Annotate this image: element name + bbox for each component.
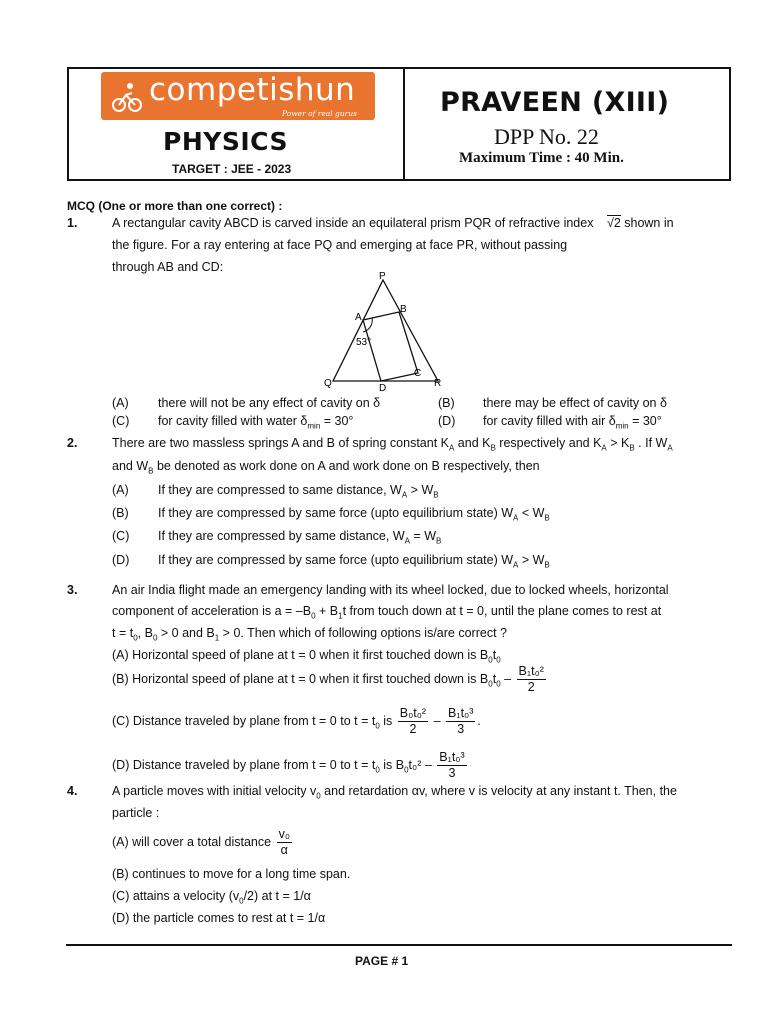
question-text: the figure. For a ray entering at face PQ and emerging at face PR, without passing	[112, 238, 568, 252]
footer-divider	[66, 944, 732, 946]
question-number: 2.	[67, 436, 78, 450]
option-label: (D)	[438, 414, 456, 428]
option-text: If they are compressed by same force (upto equilibrium state) $W_A < W_B$	[158, 506, 550, 523]
rectangular-cavity	[363, 312, 418, 381]
option-text: (A) Horizontal speed of plane at t = 0 when it first touched down is $B_0t_0$	[112, 648, 501, 665]
question-number: 1.	[67, 216, 78, 230]
question-text: $t = t_0$, $B_0 > 0$ and $B_1 > 0$. Then which of following options is/are correct ?	[112, 626, 507, 643]
question-text: particle :	[112, 806, 160, 820]
option-text: for cavity filled with water $\delta_{min} = 30^\circ$	[158, 414, 354, 431]
max-time: Maximum Time : 40 Min.	[459, 150, 624, 166]
option-label: (C)	[112, 414, 130, 428]
angle-label: 53°	[356, 337, 372, 348]
option-label: (C)	[112, 529, 130, 543]
question-text: component of acceleration is $a = -B_0 + B_1t$ from touch down at t = 0, until the plane comes to rest at	[112, 604, 662, 621]
fraction: $\frac{\text{B₁t₀²}}{2}$	[518, 664, 544, 694]
vertex-label-r: R	[434, 378, 442, 389]
fraction: $\frac{\text{B₀t₀²}}{2}$	[399, 706, 427, 736]
option-text: (A) will cover a total distance $\frac{\text{v₀}}{\alpha}$	[112, 827, 291, 857]
option-text: there will not be any effect of cavity on δ	[158, 396, 381, 410]
cyclist-logo-icon	[111, 78, 143, 114]
fraction: $\frac{\text{B₁t₀³}}{3}$	[439, 750, 465, 780]
vertex-label-a: A	[355, 312, 362, 323]
option-text: (D) Distance traveled by plane from t = 0 to $t = t_0$ is $B_0t_0^2$ – $\frac{\text{B₁t₀³}}{3}$	[112, 750, 465, 780]
option-text: for cavity filled with air $\delta_{min} = 30^\circ$	[483, 414, 662, 431]
option-text: (C) attains a velocity $(v_0/2)$ at t = 1/α	[112, 889, 311, 906]
option-text: If they are compressed by same force (upto equilibrium state) $W_A > W_B$	[158, 553, 550, 570]
vertex-label-d: D	[379, 383, 387, 394]
option-text: If they are compressed by same distance, $W_A = W_B$	[158, 529, 442, 546]
question-text: An air India flight made an emergency landing with its wheel locked, due to locked wheels, horizontal	[112, 583, 669, 597]
question-text: and $W_B$ be denoted as work done on A and work done on B respectively, then	[112, 459, 540, 476]
batch-title: PRAVEEN (XIII)	[440, 87, 670, 118]
subject-title: PHYSICS	[163, 127, 288, 156]
option-label: (D)	[112, 553, 130, 567]
option-text: there may be effect of cavity on δ	[483, 396, 667, 410]
question-text: There are two massless springs A and B of spring constant $K_A$ and $K_B$ respectively and $K_A > K_B$ . If $W_A$	[112, 436, 673, 453]
option-text: (D) the particle comes to rest at t = 1/α	[112, 911, 326, 925]
target-label: TARGET : JEE - 2023	[172, 162, 292, 176]
option-text: (B) Horizontal speed of plane at t = 0 when it first touched down is $B_0t_0$ – $\frac{\text{B₁t₀²}}{2}$	[112, 664, 544, 694]
vertex-label-p: P	[379, 271, 386, 282]
logo-text: competishun	[149, 72, 356, 108]
option-text: (C) Distance traveled by plane from t = 0 to $t = t_0$ is $\frac{\text{B₀t₀²}}{2}$ – $\frac{\text{B₁t₀³}}{3}$ .	[112, 706, 481, 736]
question-text: A rectangular cavity ABCD is carved inside an equilateral prism PQR of refractive index √2 shown in	[112, 216, 674, 230]
question-text: A particle moves with initial velocity $v_0$ and retardation αv, where v is velocity at any instant t. Then, the	[112, 784, 677, 801]
option-text: (B) continues to move for a long time span.	[112, 867, 351, 881]
page-number: PAGE # 1	[355, 954, 409, 968]
vertex-label-c: C	[414, 368, 422, 379]
question-number: 4.	[67, 784, 78, 798]
prism-figure	[320, 270, 450, 394]
fraction: $\frac{\text{v₀}}{\alpha}$	[278, 827, 291, 857]
question-number: 3.	[67, 583, 78, 597]
header-divider	[403, 67, 405, 181]
fraction: $\frac{\text{B₁t₀³}}{3}$	[448, 706, 474, 736]
prism-triangle	[333, 280, 438, 381]
vertex-label-b: B	[400, 304, 407, 315]
option-label: (A)	[112, 483, 129, 497]
logo-tagline: Power of real gurus	[282, 109, 357, 118]
option-label: (B)	[438, 396, 455, 410]
vertex-label-q: Q	[324, 378, 332, 389]
option-label: (A)	[112, 396, 129, 410]
option-text: If they are compressed to same distance, $W_A > W_B$	[158, 483, 439, 500]
dpp-number: DPP No. 22	[494, 124, 599, 149]
section-heading: MCQ (One or more than one correct) :	[67, 199, 283, 213]
option-label: (B)	[112, 506, 129, 520]
question-text: through AB and CD:	[112, 260, 224, 274]
